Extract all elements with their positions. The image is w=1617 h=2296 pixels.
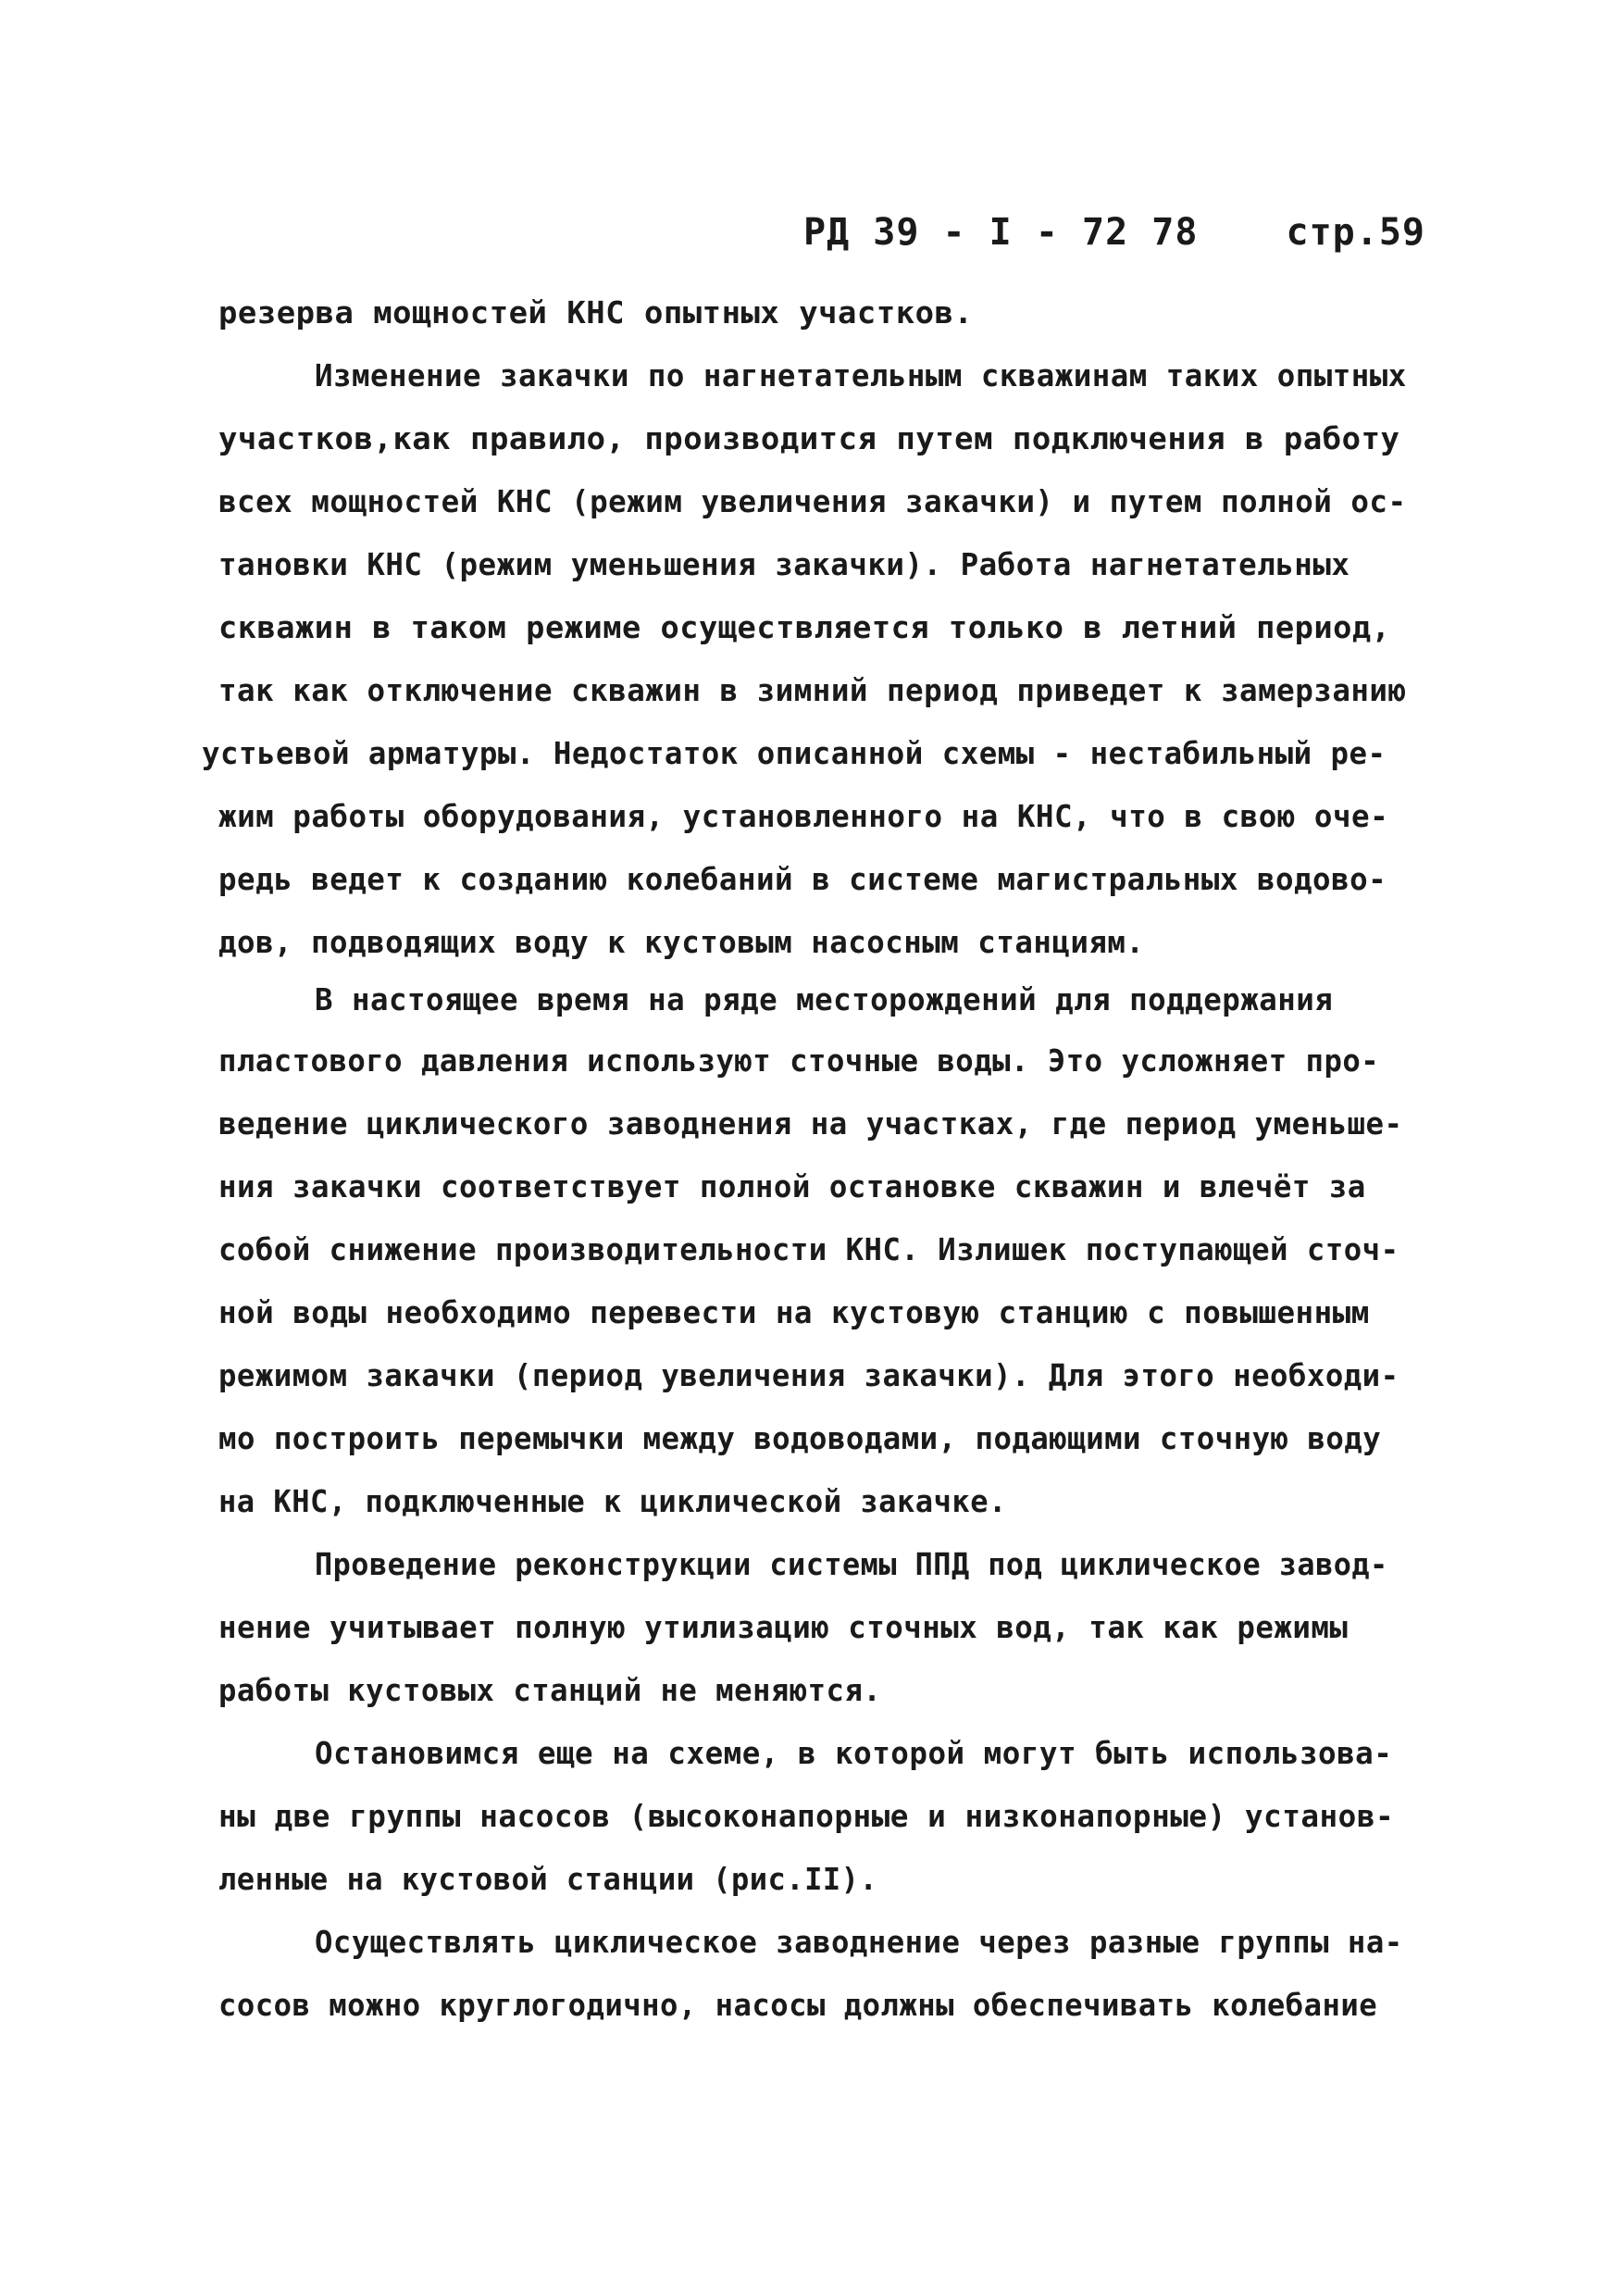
text-line: собой снижение производительности КНС. Излишек поступающей сточ- (218, 1231, 1399, 1267)
text-line: сосов можно круглогодично, насосы должны обеспечивать колебание (218, 1987, 1378, 2023)
text-line: Остановимся еще на схеме, в которой могут быть использова- (315, 1735, 1393, 1771)
text-line: пластового давления используют сточные воды. Это усложняет про- (218, 1042, 1380, 1079)
document-code: РД 39 - I - 72 78 (803, 211, 1199, 254)
text-line: ния закачки соответствует полной остановке скважин и влечёт за (218, 1168, 1366, 1204)
page-number: стр.59 (1286, 211, 1425, 254)
text-line: так как отключение скважин в зимний период приведет к замерзанию (218, 672, 1407, 708)
text-line: ны две группы насосов (высоконапорные и низконапорные) установ- (218, 1798, 1395, 1834)
text-line: тановки КНС (режим уменьшения закачки). Работа нагнетательных (218, 546, 1350, 582)
text-line: участков,как правило, производится путем подключения в работу (218, 420, 1400, 456)
text-line: на КНС, подключенные к циклической закачке. (218, 1483, 1007, 1519)
text-line: нение учитывает полную утилизацию сточных вод, так как режимы (218, 1609, 1349, 1645)
text-line: редь ведет к созданию колебаний в системе магистральных водово- (218, 861, 1387, 897)
text-line: ной воды необходимо перевести на кустовую станцию с повышенным (218, 1294, 1370, 1330)
text-line: Осуществлять циклическое заводнение через разные группы на- (315, 1924, 1403, 1960)
text-line: ведение циклического заводнения на участках, где период уменьше- (218, 1105, 1403, 1142)
text-line: Изменение закачки по нагнетательным скважинам таких опытных (315, 357, 1407, 393)
page-header (803, 211, 1425, 254)
text-line: ленные на кустовой станции (рис.II). (218, 1861, 878, 1897)
text-line: скважин в таком режиме осуществляется только в летний период, (218, 609, 1391, 645)
text-line: всех мощностей КНС (режим увеличения закачки) и путем полной ос- (218, 483, 1407, 519)
text-line: режимом закачки (период увеличения закачки). Для этого необходи- (218, 1357, 1399, 1393)
text-line: дов, подводящих воду к кустовым насосным станциям. (218, 924, 1145, 960)
text-line: работы кустовых станций не меняются. (218, 1672, 882, 1708)
text-line: Проведение реконструкции системы ППД под циклическое завод- (315, 1546, 1388, 1582)
text-line: В настоящее время на ряде месторождений для поддержания (315, 981, 1334, 1017)
text-line: жим работы оборудования, установленного на КНС, что в свою оче- (218, 798, 1389, 834)
text-line: мо построить перемычки между водоводами, подающими сточную воду (218, 1420, 1382, 1456)
text-line: резерва мощностей КНС опытных участков. (218, 294, 974, 331)
text-line: устьевой арматуры. Недостаток описанной схемы - нестабильный ре- (202, 735, 1387, 771)
